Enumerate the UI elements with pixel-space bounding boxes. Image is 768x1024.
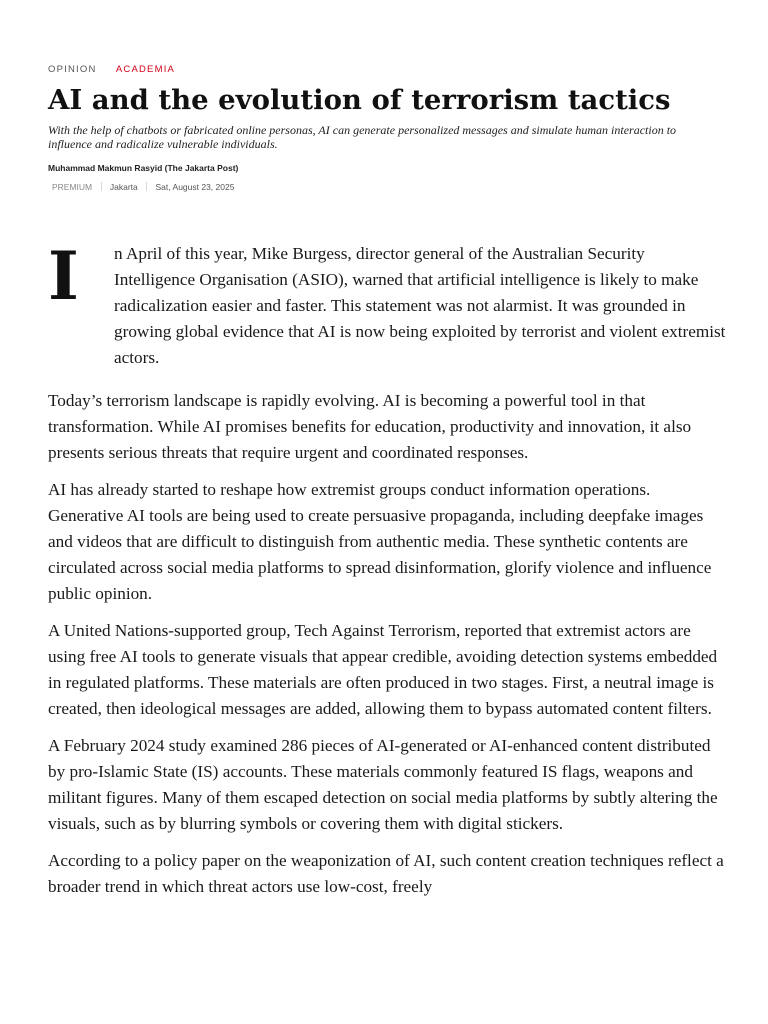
- article-meta: [52, 182, 234, 192]
- paragraph: A February 2024 study examined 286 pieces of AI-generated or AI-enhanced content distributed by pro-Islamic State (IS) accounts. These materials commonly featured IS flags, weapons and militant figures. Many of them escaped detection on social media platforms by subtly altering the visuals, such as by blurring symbols or covering them with digital stickers.: [48, 736, 718, 833]
- drop-cap: I: [48, 237, 79, 315]
- category-tags: [48, 64, 191, 75]
- meta-divider: [101, 182, 102, 191]
- location: Jakarta: [109, 182, 138, 192]
- tag-opinion[interactable]: OPINION: [48, 64, 97, 75]
- paragraph: According to a policy paper on the weaponization of AI, such content creation techniques reflect a broader trend in which threat actors use low-cost, freely: [48, 851, 724, 896]
- author-byline[interactable]: Muhammad Makmun Rasyid (The Jakarta Post): [48, 163, 239, 173]
- headline: AI and the evolution of terrorism tactics: [48, 84, 671, 116]
- paragraph: A United Nations-supported group, Tech Against Terrorism, reported that extremist actors are using free AI tools to generate visuals that appear credible, avoiding detection systems embedded in regulated platforms. These materials are often produced in two stages. First, a neutral image is created, then ideological messages are added, allowing them to bypass automated content filters.: [48, 621, 718, 718]
- paragraph: AI has already started to reshape how extremist groups conduct information operations. Generative AI tools are being used to create persuasive propaganda, including deepfake images and videos that are difficult to distinguish from authentic media. These synthetic contents are circulated across social media platforms to spread disinformation, glorify violence and influence public opinion.: [48, 480, 712, 603]
- article-body: [48, 388, 726, 911]
- meta-divider: [146, 182, 147, 191]
- paragraph: Today’s terrorism landscape is rapidly evolving. AI is becoming a powerful tool in that transformation. While AI promises benefits for education, productivity and innovation, it also presents serious threats that require urgent and coordinated responses.: [48, 391, 692, 462]
- tag-academia[interactable]: ACADEMIA: [115, 64, 176, 75]
- subtitle: With the help of chatbots or fabricated online personas, AI can generate personalized messages and simulate human interaction to influence and radicalize vulnerable individuals.: [48, 123, 677, 151]
- premium-badge: PREMIUM: [52, 182, 93, 192]
- publish-date: Sat, August 23, 2025: [155, 182, 235, 192]
- lead-paragraph: n April of this year, Mike Burgess, director general of the Australian Security Intelligence Organisation (ASIO), warned that artificial intelligence is likely to make radicalization easier and faster. This statement was not alarmist. It was grounded in growing global evidence that AI is now being exploited by terrorist and violent extremist actors.: [114, 244, 726, 367]
